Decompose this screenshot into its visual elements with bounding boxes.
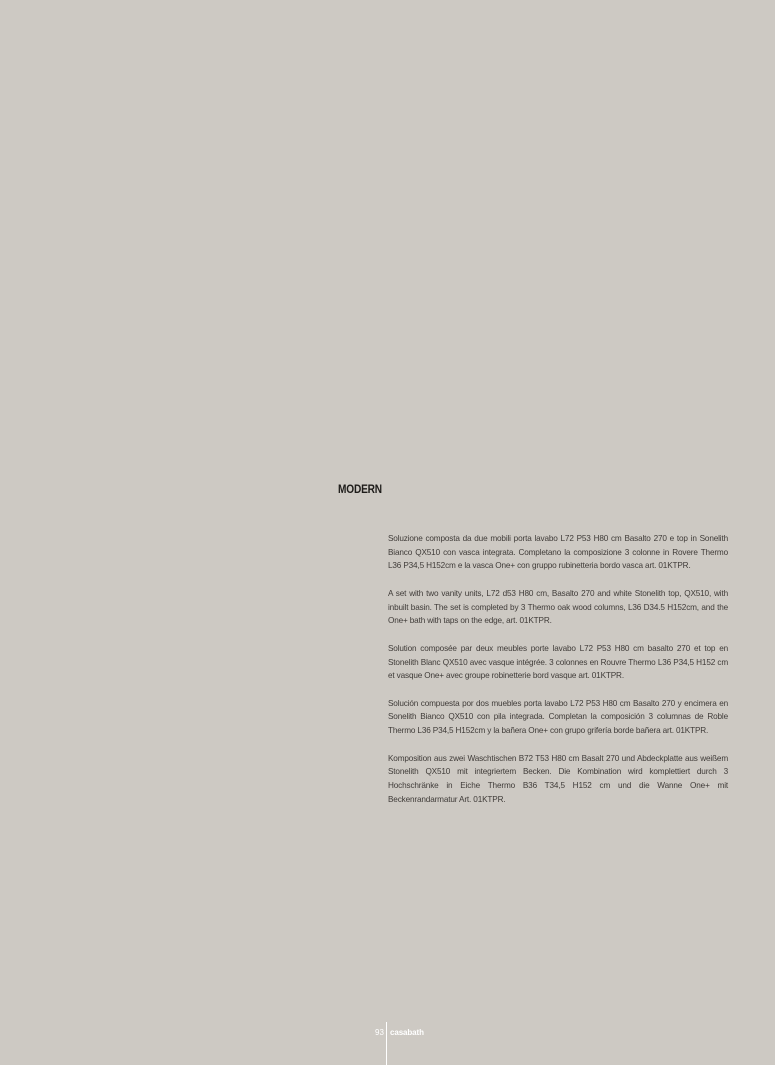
brand-name: casabath xyxy=(390,1028,424,1037)
section-title: MODERN xyxy=(338,484,382,496)
description-german: Komposition aus zwei Waschtischen B72 T53 H80 cm Basalt 270 und Abdeckplatte aus weißem Stonelith QX510 mit integriertem Becken. Die Kombination wird komplettiert durch 3 Hochschränke in Eiche Thermo B36 T34,5 H152 cm und die Wanne One+ mit Beckenrandarmatur Art. 01KTPR. xyxy=(388,753,728,804)
product-description-block xyxy=(388,532,728,820)
description-italian: Soluzione composta da due mobili porta lavabo L72 P53 H80 cm Basalto 270 e top in Sonelith Bianco QX510 con vasca integrata. Completano la composizione 3 colonne in Rovere Thermo L36 P34,5 H152cm e la vasca One+ con gruppo rubinetteria bordo vasca art. 01KTPR. xyxy=(388,534,728,571)
footer-divider xyxy=(386,1022,387,1065)
description-spanish: Solución compuesta por dos muebles porta lavabo L72 P53 H80 cm Basalto 270 y encimera en Sonelith Bianco QX510 con pila integrada. Completan la composición 3 columnas de Roble Thermo L36 P34,5 H152cm y la bañera One+ con grupo grifería borde bañera art. 01KTPR. xyxy=(388,698,728,736)
page-number: 93 xyxy=(375,1028,384,1037)
description-french: Solution composée par deux meubles porte lavabo L72 P53 H80 cm basalto 270 et top en Stonelith Blanc QX510 avec vasque intégrée. 3 colonnes en Rouvre Thermo L36 P34,5 H152 cm et vasque One+ avec groupe robinetterie bord vasque art. 01KTPR. xyxy=(388,643,728,681)
description-english: A set with two vanity units, L72 d53 H80 cm, Basalto 270 and white Stonelith top, QX510, with inbuilt basin. The set is completed by 3 Thermo oak wood columns, L36 D34.5 H152cm, and the One+ bath with taps on the edge, art. 01KTPR. xyxy=(388,588,728,626)
